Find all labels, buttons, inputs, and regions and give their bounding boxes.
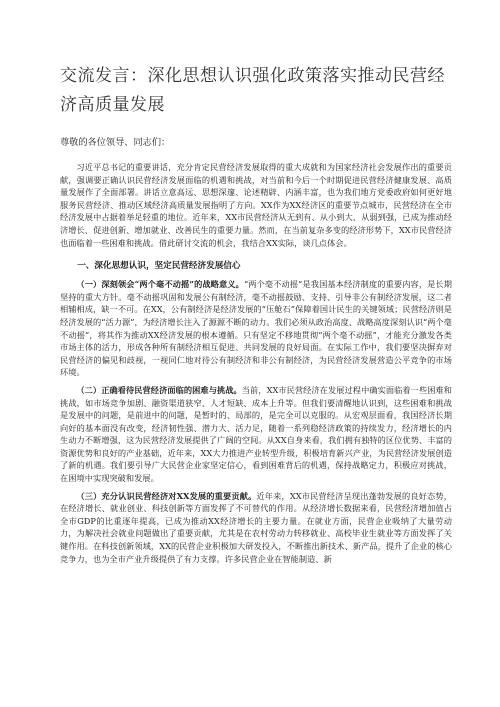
subsection-2-lead: （二）正确看待民营经济面临的困难与挑战。 xyxy=(76,384,242,395)
subsection-2 xyxy=(60,384,452,485)
subsection-3-text: 近年来，XX市民营经济呈现出蓬勃发展的良好态势，在经济增长、就业创业、科技创新等方面发挥了不可替代的作用。从经济增长数据来看，民营经济增加值占全市GDP的比重逐年提高，已成为推动XX经济增长的主要力量。在就业方面，民营企业吸纳了大量劳动力，为解决社会就业问题做出了重要贡献，尤其是在农村劳动力转移就业、高校毕业生就业等方面发挥了关键作用。在科技创新领域，XX的民营企业积极加大研发投入，不断推出新技术、新产品，提升了企业的核心竞争力，也为全市产业升级提供了有力支撑。许多民营企业在智能制造、新 xyxy=(60,490,452,564)
subsection-1-text: “两个毫不动摇”是我国基本经济制度的重要内容，是长期坚持的重大方针。毫不动摇巩固和发展公有制经济，毫不动摇鼓励、支持、引导非公有制经济发展，这二者相辅相成，缺一不可。在XX，公有制经济是经济发展的“压舱石”保障着国计民生的关键领域；民营经济则是经济发展的“活力源”，为经济增长注入了源源不断的动力。我们必须从政治高度、战略高度深刻认识“两个毫不动摇”，将其作为推动XX经济发展的根本遵循。只有坚定不移地贯彻“两个毫不动摇”，才能充分激发各类市场主体的活力，形成各种所有制经济相互促进、共同发展的良好局面。在实际工作中，我们要坚决摒弃对民营经济的偏见和歧视，一视同仁地对待公有制经济和非公有制经济，为民营经济发展营造公平竞争的市场环境。 xyxy=(60,279,452,378)
subsection-1 xyxy=(60,278,452,379)
document-title: 交流发言：深化思想认识强化政策落实推动民营经济高质量发展 xyxy=(60,66,445,115)
subsection-3-lead: （三）充分认识民营经济对XX发展的重要贡献。 xyxy=(76,490,257,501)
subsection-1-lead: （一）深刻领会“两个毫不动摇”的战略意义。 xyxy=(76,279,244,290)
subsection-3 xyxy=(60,490,452,566)
greeting: 尊敬的各位领导、同志们： xyxy=(60,137,171,148)
intro-paragraph: 习近平总书记的重要讲话，充分肯定民营经济发展取得的重大成就和为国家经济社会发展作出的重要贡献，强调要正确认识民营经济发展面临的机遇和挑战，对当前和今后一个时期促进民营经济健康发展、高质量发展作了全面部署。讲话立意高远、思想深邃、论述精辟、内涵丰富，也为我们地方党委政府如何更好地服务民营经济、推动区域经济高质量发展指明了方向。XX作为XX经济区的重要节点城市，民营经济在全市经济发展中占据着举足轻重的地位。近年来，XX市民营经济从无到有、从小到大、从弱到强，已成为推动经济增长、促进创新、增加就业、改善民生的重要力量。然而，在当前复杂多变的经济形势下，XX市民营经济也面临着一些困难和挑战。借此研讨交流的机会，我结合XX实际，谈几点体会。 xyxy=(60,162,452,248)
document-page xyxy=(60,0,452,565)
section-heading-1: 一、深化思想认识，坚定民营经济发展信心 xyxy=(77,261,241,272)
subsection-2-text: 当前，XX市民营经济在发展过程中确实面临着一些困难和挑战，如市场竞争加剧、融资渠道狭窄、人才短缺、成本上升等。但我们要清醒地认识到，这些困难和挑战是发展中的问题，是前进中的问题，是暂时的、局部的，是完全可以克服的。从宏观层面看，我国经济长期向好的基本面没有改变，经济韧性强、潜力大、活力足，随着一系列稳经济政策的持续发力，经济增长的内生动力不断增强，这为民营经济发展提供了广阔的空间。从XX自身来看，我们拥有独特的区位优势、丰富的资源优势和良好的产业基础，近年来，XX大力推进产业转型升级，积极培育新兴产业，为民营经济发展创造了新的机遇。我们要引导广大民营企业家坚定信心，看到困难背后的机遇，保持战略定力，积极应对挑战，在困境中实现突破和发展。 xyxy=(60,384,452,484)
